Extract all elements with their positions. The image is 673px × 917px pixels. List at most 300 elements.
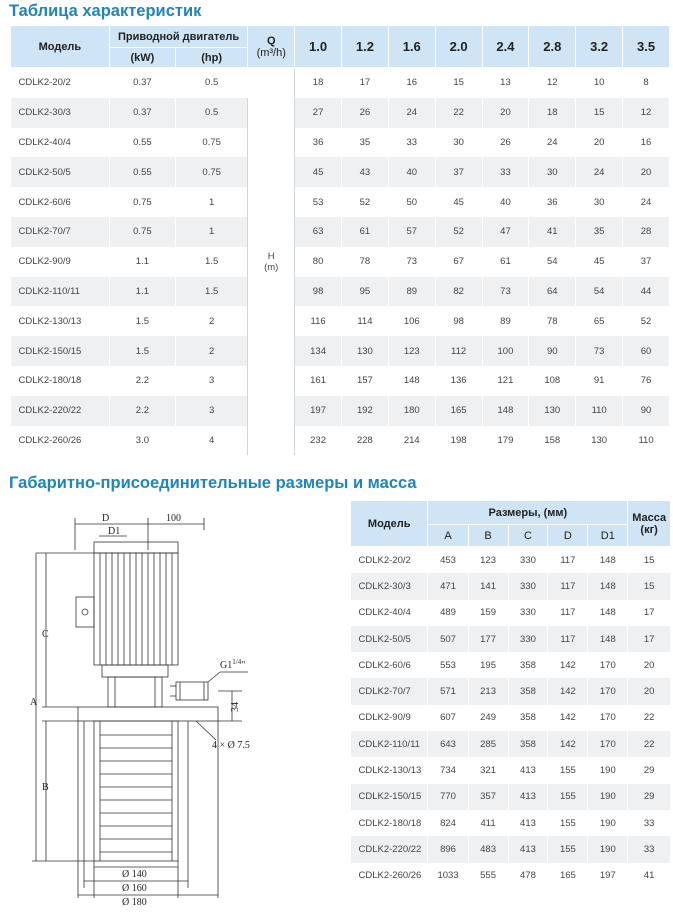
size-cell: 117 bbox=[548, 573, 588, 599]
head-cell: 73 bbox=[482, 277, 529, 307]
size-cell: 824 bbox=[428, 810, 468, 836]
head-cell: 192 bbox=[342, 396, 389, 426]
hp-cell: 2 bbox=[176, 336, 248, 366]
label-d: D bbox=[102, 513, 110, 524]
head-cell: 158 bbox=[529, 426, 576, 456]
model-cell: CDLK2-110/11 bbox=[11, 277, 110, 307]
flow-2: 1.2 bbox=[342, 26, 389, 68]
head-cell: 228 bbox=[342, 426, 389, 456]
head-cell: 179 bbox=[482, 426, 529, 456]
table-row bbox=[11, 68, 670, 98]
size-cell: 170 bbox=[588, 705, 628, 731]
size-cell: 159 bbox=[468, 600, 508, 626]
table-row bbox=[351, 573, 671, 599]
size-cell: 155 bbox=[548, 836, 588, 862]
head-cell: 61 bbox=[342, 217, 389, 247]
head-cell: 45 bbox=[435, 187, 482, 217]
head-cell: 214 bbox=[388, 426, 435, 456]
head-cell: 53 bbox=[295, 187, 342, 217]
model-cell: CDLK2-180/18 bbox=[11, 366, 110, 396]
model-cell: CDLK2-90/9 bbox=[351, 705, 428, 731]
head-cell: 30 bbox=[576, 187, 623, 217]
pump-drawing bbox=[20, 500, 340, 910]
size-cell: 142 bbox=[548, 652, 588, 678]
size-cell: 358 bbox=[508, 678, 548, 704]
flow-5: 2.4 bbox=[482, 26, 529, 68]
size-cell: 148 bbox=[588, 547, 628, 574]
terminal-screw bbox=[82, 609, 88, 615]
kw-cell: 1.5 bbox=[109, 306, 175, 336]
head-cell: 63 bbox=[295, 217, 342, 247]
model-cell: CDLK2-180/18 bbox=[351, 810, 428, 836]
head-cell: 8 bbox=[623, 68, 670, 98]
kw-cell: 3.0 bbox=[109, 426, 175, 456]
hp-cell: 3 bbox=[176, 366, 248, 396]
head-cell: 10 bbox=[576, 68, 623, 98]
head-cell: 52 bbox=[342, 187, 389, 217]
dim-col-c: C bbox=[508, 525, 548, 547]
model-cell: CDLK2-20/2 bbox=[11, 68, 110, 98]
head-cell: 73 bbox=[576, 336, 623, 366]
dim-col-b: B bbox=[468, 525, 508, 547]
label-g: $G1^1/4$" bbox=[220, 658, 246, 671]
size-cell: 413 bbox=[508, 784, 548, 810]
head-cell: 15 bbox=[576, 98, 623, 128]
head-cell: 114 bbox=[342, 306, 389, 336]
label-d140: Ø 140 bbox=[122, 869, 147, 880]
head-cell: 136 bbox=[435, 366, 482, 396]
size-cell: 190 bbox=[588, 836, 628, 862]
head-cell: 24 bbox=[623, 187, 670, 217]
size-cell: 770 bbox=[428, 784, 468, 810]
head-cell: 45 bbox=[295, 157, 342, 187]
head-cell: 130 bbox=[529, 396, 576, 426]
head-cell: 26 bbox=[482, 128, 529, 158]
head-cell: 26 bbox=[342, 98, 389, 128]
model-cell: CDLK2-50/5 bbox=[11, 157, 110, 187]
size-cell: 155 bbox=[548, 810, 588, 836]
hp-cell: 1 bbox=[176, 187, 248, 217]
kw-cell: 0.55 bbox=[109, 157, 175, 187]
perf-header-model: Модель bbox=[11, 26, 110, 68]
motor-fan-cover bbox=[94, 542, 178, 553]
perf-header-q-label: Q bbox=[266, 34, 276, 47]
pump-body bbox=[94, 721, 178, 861]
table-row bbox=[351, 836, 671, 862]
table-row bbox=[11, 306, 670, 336]
table-row bbox=[11, 98, 670, 128]
size-cell: 142 bbox=[548, 678, 588, 704]
mass-cell: 15 bbox=[628, 573, 671, 599]
characteristics-title: Таблица характеристик bbox=[9, 2, 202, 20]
head-cell: 80 bbox=[295, 247, 342, 277]
perf-header-q bbox=[248, 26, 295, 68]
model-cell: CDLK2-150/15 bbox=[11, 336, 110, 366]
table-row bbox=[351, 547, 671, 574]
head-cell: 89 bbox=[482, 306, 529, 336]
holes-leader bbox=[196, 721, 216, 740]
size-cell: 411 bbox=[468, 810, 508, 836]
kw-cell: 0.75 bbox=[109, 217, 175, 247]
hp-cell: 4 bbox=[176, 426, 248, 456]
mass-cell: 20 bbox=[628, 678, 671, 704]
dim-header-mass-label: Масса bbox=[632, 511, 667, 524]
label-34: 34 bbox=[230, 702, 241, 712]
kw-cell: 2.2 bbox=[109, 366, 175, 396]
size-cell: 413 bbox=[508, 757, 548, 783]
size-cell: 190 bbox=[588, 757, 628, 783]
head-cell: 12 bbox=[529, 68, 576, 98]
head-cell: 52 bbox=[435, 217, 482, 247]
head-cell: 73 bbox=[388, 247, 435, 277]
size-cell: 142 bbox=[548, 731, 588, 757]
model-cell: CDLK2-60/6 bbox=[351, 652, 428, 678]
size-cell: 117 bbox=[548, 626, 588, 652]
size-cell: 123 bbox=[468, 547, 508, 574]
size-cell: 155 bbox=[548, 757, 588, 783]
size-cell: 190 bbox=[588, 784, 628, 810]
size-cell: 195 bbox=[468, 652, 508, 678]
head-cell: 40 bbox=[482, 187, 529, 217]
head-cell: 110 bbox=[576, 396, 623, 426]
size-cell: 483 bbox=[468, 836, 508, 862]
dim-col-a: A bbox=[428, 525, 468, 547]
table-row bbox=[11, 426, 670, 456]
model-cell: CDLK2-260/26 bbox=[11, 426, 110, 456]
table-row bbox=[351, 652, 671, 678]
head-cell: 47 bbox=[482, 217, 529, 247]
head-cell: 13 bbox=[482, 68, 529, 98]
size-cell: 170 bbox=[588, 678, 628, 704]
table-row bbox=[351, 678, 671, 704]
size-cell: 177 bbox=[468, 626, 508, 652]
head-cell: 37 bbox=[623, 247, 670, 277]
model-cell: CDLK2-30/3 bbox=[351, 573, 428, 599]
mass-cell: 33 bbox=[628, 836, 671, 862]
head-cell: 36 bbox=[529, 187, 576, 217]
size-cell: 321 bbox=[468, 757, 508, 783]
dim-col-d1: D1 bbox=[588, 525, 628, 547]
hp-cell: 0.5 bbox=[176, 68, 248, 98]
head-unit: (m) bbox=[264, 261, 279, 273]
size-cell: 643 bbox=[428, 731, 468, 757]
model-cell: CDLK2-20/2 bbox=[351, 547, 428, 574]
head-cell: 148 bbox=[482, 396, 529, 426]
outlet-port bbox=[176, 682, 208, 700]
model-cell: CDLK2-130/13 bbox=[351, 757, 428, 783]
kw-cell: 2.2 bbox=[109, 396, 175, 426]
hp-cell: 0.5 bbox=[176, 98, 248, 128]
size-cell: 249 bbox=[468, 705, 508, 731]
head-cell: 110 bbox=[623, 426, 670, 456]
size-cell: 571 bbox=[428, 678, 468, 704]
label-d160: Ø 160 bbox=[122, 883, 147, 894]
size-cell: 165 bbox=[548, 863, 588, 889]
head-cell: 91 bbox=[576, 366, 623, 396]
head-cell: 112 bbox=[435, 336, 482, 366]
mass-cell: 29 bbox=[628, 757, 671, 783]
head-cell: 95 bbox=[342, 277, 389, 307]
label-c: C bbox=[42, 629, 49, 640]
size-cell: 170 bbox=[588, 652, 628, 678]
dimensions-title: Габаритно-присоединительные размеры и масса bbox=[9, 474, 417, 492]
head-cell: 16 bbox=[623, 128, 670, 158]
head-cell: 33 bbox=[482, 157, 529, 187]
head-cell: 165 bbox=[435, 396, 482, 426]
table-row bbox=[351, 731, 671, 757]
size-cell: 117 bbox=[548, 547, 588, 574]
flow-8: 3.5 bbox=[623, 26, 670, 68]
model-cell: CDLK2-70/7 bbox=[11, 217, 110, 247]
mass-cell: 33 bbox=[628, 810, 671, 836]
head-cell: 18 bbox=[295, 68, 342, 98]
head-cell: 43 bbox=[342, 157, 389, 187]
kw-cell: 1.1 bbox=[109, 247, 175, 277]
head-cell: 61 bbox=[482, 247, 529, 277]
head-cell: 30 bbox=[435, 128, 482, 158]
head-cell: 90 bbox=[529, 336, 576, 366]
kw-cell: 1.5 bbox=[109, 336, 175, 366]
hp-cell: 1 bbox=[176, 217, 248, 247]
head-cell: 82 bbox=[435, 277, 482, 307]
head-cell: 57 bbox=[388, 217, 435, 247]
dim-header-sizes: Размеры, (мм) bbox=[428, 501, 628, 525]
label-d1: D1 bbox=[108, 526, 121, 537]
head-cell: 108 bbox=[529, 366, 576, 396]
head-cell: 98 bbox=[435, 306, 482, 336]
head-cell: 37 bbox=[435, 157, 482, 187]
head-cell: 123 bbox=[388, 336, 435, 366]
model-cell: CDLK2-60/6 bbox=[11, 187, 110, 217]
head-cell: 40 bbox=[388, 157, 435, 187]
flow-4: 2.0 bbox=[435, 26, 482, 68]
head-cell: 134 bbox=[295, 336, 342, 366]
head-cell: 130 bbox=[342, 336, 389, 366]
hp-cell: 2 bbox=[176, 306, 248, 336]
model-cell: CDLK2-90/9 bbox=[11, 247, 110, 277]
head-cell: 15 bbox=[435, 68, 482, 98]
head-cell: 28 bbox=[623, 217, 670, 247]
mass-cell: 29 bbox=[628, 784, 671, 810]
size-cell: 330 bbox=[508, 547, 548, 574]
size-cell: 478 bbox=[508, 863, 548, 889]
size-cell: 453 bbox=[428, 547, 468, 574]
perf-header-hp: (hp) bbox=[176, 48, 248, 68]
size-cell: 285 bbox=[468, 731, 508, 757]
size-cell: 197 bbox=[588, 863, 628, 889]
head-cell: 78 bbox=[529, 306, 576, 336]
size-cell: 148 bbox=[588, 626, 628, 652]
size-cell: 190 bbox=[588, 810, 628, 836]
mass-cell: 41 bbox=[628, 863, 671, 889]
kw-cell: 0.75 bbox=[109, 187, 175, 217]
head-cell: 44 bbox=[623, 277, 670, 307]
table-row bbox=[11, 128, 670, 158]
head-cell: 12 bbox=[623, 98, 670, 128]
head-cell: 198 bbox=[435, 426, 482, 456]
mass-cell: 20 bbox=[628, 652, 671, 678]
head-cell: 76 bbox=[623, 366, 670, 396]
pump-head bbox=[108, 677, 162, 707]
head-cell: 98 bbox=[295, 277, 342, 307]
hp-cell: 1.5 bbox=[176, 247, 248, 277]
kw-cell: 0.55 bbox=[109, 128, 175, 158]
dim-header-mass-unit: (кг) bbox=[640, 523, 658, 536]
head-cell: 17 bbox=[342, 68, 389, 98]
head-cell: 197 bbox=[295, 396, 342, 426]
hp-cell: 3 bbox=[176, 396, 248, 426]
model-cell: CDLK2-40/4 bbox=[11, 128, 110, 158]
performance-table bbox=[10, 25, 670, 455]
head-cell: 45 bbox=[576, 247, 623, 277]
mass-cell: 22 bbox=[628, 705, 671, 731]
size-cell: 555 bbox=[468, 863, 508, 889]
kw-cell: 0.37 bbox=[109, 68, 175, 98]
head-cell: 24 bbox=[388, 98, 435, 128]
size-cell: 358 bbox=[508, 705, 548, 731]
head-cell: 22 bbox=[435, 98, 482, 128]
size-cell: 507 bbox=[428, 626, 468, 652]
head-cell: 20 bbox=[576, 128, 623, 158]
table-row bbox=[11, 396, 670, 426]
head-cell: 33 bbox=[388, 128, 435, 158]
model-cell: CDLK2-50/5 bbox=[351, 626, 428, 652]
head-cell: 20 bbox=[623, 157, 670, 187]
size-cell: 330 bbox=[508, 626, 548, 652]
head-cell: 18 bbox=[529, 98, 576, 128]
model-cell: CDLK2-260/26 bbox=[351, 863, 428, 889]
head-cell: 106 bbox=[388, 306, 435, 336]
model-cell: CDLK2-220/22 bbox=[351, 836, 428, 862]
size-cell: 357 bbox=[468, 784, 508, 810]
size-cell: 330 bbox=[508, 600, 548, 626]
head-cell: 89 bbox=[388, 277, 435, 307]
head-cell: 27 bbox=[295, 98, 342, 128]
size-cell: 142 bbox=[548, 705, 588, 731]
head-cell: 180 bbox=[388, 396, 435, 426]
label-b: B bbox=[42, 782, 49, 793]
motor-flange bbox=[102, 665, 168, 677]
head-cell: 35 bbox=[342, 128, 389, 158]
size-cell: 213 bbox=[468, 678, 508, 704]
head-cell: 116 bbox=[295, 306, 342, 336]
head-cell: 78 bbox=[342, 247, 389, 277]
size-cell: 413 bbox=[508, 810, 548, 836]
head-label-cell bbox=[248, 68, 295, 456]
model-cell: CDLK2-30/3 bbox=[11, 98, 110, 128]
head-cell: 30 bbox=[529, 157, 576, 187]
label-100: 100 bbox=[166, 513, 181, 524]
table-row bbox=[11, 217, 670, 247]
size-cell: 170 bbox=[588, 731, 628, 757]
hp-cell: 1.5 bbox=[176, 277, 248, 307]
size-cell: 553 bbox=[428, 652, 468, 678]
table-row bbox=[11, 277, 670, 307]
terminal-box bbox=[76, 597, 94, 627]
label-d180: Ø 180 bbox=[122, 897, 147, 908]
table-row bbox=[11, 247, 670, 277]
head-cell: 20 bbox=[482, 98, 529, 128]
perf-header-motor: Приводной двигатель bbox=[109, 26, 248, 48]
label-holes: 4 × Ø 7.5 bbox=[212, 740, 250, 751]
mounting-plate bbox=[78, 707, 218, 721]
flow-1: 1.0 bbox=[295, 26, 342, 68]
mass-cell: 17 bbox=[628, 626, 671, 652]
head-cell: 130 bbox=[576, 426, 623, 456]
head-cell: 54 bbox=[576, 277, 623, 307]
dim-header-model: Модель bbox=[351, 501, 428, 547]
label-a: A bbox=[30, 697, 38, 708]
size-cell: 896 bbox=[428, 836, 468, 862]
head-cell: 64 bbox=[529, 277, 576, 307]
kw-cell: 0.37 bbox=[109, 98, 175, 128]
size-cell: 413 bbox=[508, 836, 548, 862]
head-cell: 52 bbox=[623, 306, 670, 336]
head-cell: 35 bbox=[576, 217, 623, 247]
hp-cell: 0.75 bbox=[176, 128, 248, 158]
flow-6: 2.8 bbox=[529, 26, 576, 68]
head-cell: 24 bbox=[576, 157, 623, 187]
table-row bbox=[11, 366, 670, 396]
head-cell: 121 bbox=[482, 366, 529, 396]
mass-cell: 22 bbox=[628, 731, 671, 757]
head-cell: 54 bbox=[529, 247, 576, 277]
table-row bbox=[351, 863, 671, 889]
size-cell: 1033 bbox=[428, 863, 468, 889]
head-cell: 90 bbox=[623, 396, 670, 426]
mass-cell: 17 bbox=[628, 600, 671, 626]
size-cell: 148 bbox=[588, 573, 628, 599]
table-row bbox=[351, 626, 671, 652]
model-cell: CDLK2-70/7 bbox=[351, 678, 428, 704]
dimensions-table bbox=[350, 500, 671, 889]
head-cell: 232 bbox=[295, 426, 342, 456]
mass-cell: 15 bbox=[628, 547, 671, 574]
table-row bbox=[11, 157, 670, 187]
table-row bbox=[11, 187, 670, 217]
kw-cell: 1.1 bbox=[109, 277, 175, 307]
table-row bbox=[351, 705, 671, 731]
head-cell: 157 bbox=[342, 366, 389, 396]
size-cell: 358 bbox=[508, 731, 548, 757]
size-cell: 148 bbox=[588, 600, 628, 626]
head-cell: 24 bbox=[529, 128, 576, 158]
head-cell: 65 bbox=[576, 306, 623, 336]
head-cell: 67 bbox=[435, 247, 482, 277]
size-cell: 607 bbox=[428, 705, 468, 731]
size-cell: 330 bbox=[508, 573, 548, 599]
head-cell: 50 bbox=[388, 187, 435, 217]
table-row bbox=[351, 810, 671, 836]
size-cell: 489 bbox=[428, 600, 468, 626]
head-cell: 148 bbox=[388, 366, 435, 396]
size-cell: 734 bbox=[428, 757, 468, 783]
head-cell: 16 bbox=[388, 68, 435, 98]
perf-header-q-unit: (m³/h) bbox=[256, 46, 286, 59]
table-row bbox=[351, 784, 671, 810]
flow-3: 1.6 bbox=[388, 26, 435, 68]
perf-header-kw: (kW) bbox=[109, 48, 175, 68]
table-row bbox=[11, 336, 670, 366]
size-cell: 117 bbox=[548, 600, 588, 626]
head-cell: 60 bbox=[623, 336, 670, 366]
head-label: H bbox=[267, 250, 275, 262]
model-cell: CDLK2-40/4 bbox=[351, 600, 428, 626]
head-cell: 100 bbox=[482, 336, 529, 366]
size-cell: 358 bbox=[508, 652, 548, 678]
size-cell: 155 bbox=[548, 784, 588, 810]
table-row bbox=[351, 757, 671, 783]
